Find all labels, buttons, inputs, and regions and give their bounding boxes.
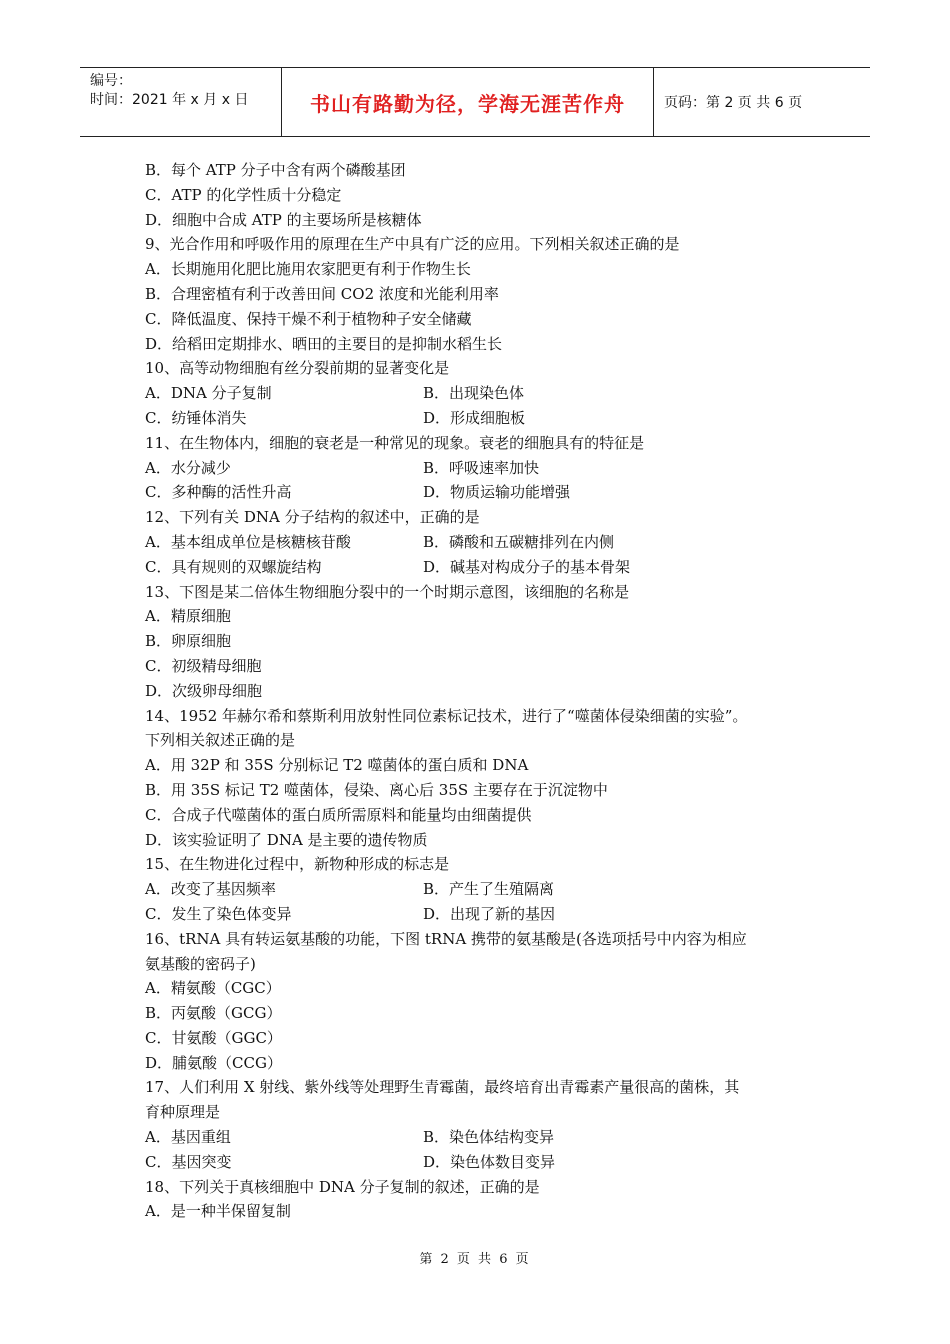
- option-c: C．纺锤体消失: [145, 408, 247, 427]
- option-b: B．磷酸和五碳糖排列在内侧: [423, 532, 615, 551]
- option-a: A．基因重组: [145, 1128, 231, 1147]
- option-row: [145, 1125, 825, 1150]
- option-c: C．发生了染色体变异: [145, 904, 292, 923]
- number-label: 编号：: [90, 73, 132, 89]
- option-c: C．具有规则的双螺旋结构: [145, 557, 322, 576]
- option-row: [145, 456, 825, 481]
- text-line: 育种原理是: [145, 1103, 221, 1122]
- option-a: A．DNA 分子复制: [145, 384, 272, 403]
- option-b: B．产生了生殖隔离: [423, 880, 555, 899]
- question-18: 18、下列关于真核细胞中 DNA 分子复制的叙述，正确的是: [145, 1177, 540, 1196]
- question-body: [145, 158, 825, 1224]
- question-11: 11、在生物体内，细胞的衰老是一种常见的现象。衰老的细胞具有的特征是: [145, 433, 645, 452]
- option-line: A．精原细胞: [145, 607, 231, 626]
- option-line: D．脯氨酸（CCG）: [145, 1053, 282, 1072]
- text-line: C．ATP 的化学性质十分稳定: [145, 185, 342, 204]
- option-line: A．精氨酸（CGC）: [145, 979, 281, 998]
- option-b: B．染色体结构变异: [423, 1128, 555, 1147]
- option-d: D．形成细胞板: [423, 408, 526, 427]
- option-d: D．染色体数目变异: [423, 1152, 556, 1171]
- option-line: B．卵原细胞: [145, 632, 232, 651]
- option-line: B．丙氨酸（GCG）: [145, 1004, 282, 1023]
- header-right: [654, 68, 870, 136]
- option-row: [145, 555, 825, 580]
- question-17: 17、人们利用 X 射线、紫外线等处理野生青霉菌，最终培育出青霉素产量很高的菌株，其: [145, 1078, 740, 1097]
- option-line: C．初级精母细胞: [145, 656, 262, 675]
- option-line: A．长期施用化肥比施用农家肥更有利于作物生长: [145, 260, 471, 279]
- option-line: A．用 32P 和 35S 分别标记 T2 噬菌体的蛋白质和 DNA: [145, 756, 529, 775]
- option-row: [145, 877, 825, 902]
- header-left: [80, 68, 282, 136]
- option-line: D．给稻田定期排水、晒田的主要目的是抑制水稻生长: [145, 334, 503, 353]
- option-line: B．合理密植有利于改善田间 CO2 浓度和光能利用率: [145, 284, 499, 303]
- option-d: D．碱基对构成分子的基本骨架: [423, 557, 631, 576]
- option-line: C．降低温度、保持干燥不利于植物种子安全储藏: [145, 309, 472, 328]
- header-middle: [282, 68, 654, 136]
- option-line: D．该实验证明了 DNA 是主要的遗传物质: [145, 830, 428, 849]
- option-row: [145, 1150, 825, 1175]
- page-info: 页码：第 2 页 共 6 页: [664, 95, 803, 111]
- time-label: 时间：2021 年 x 月 x 日: [90, 92, 249, 108]
- question-14: 14、1952 年赫尔希和蔡斯利用放射性同位素标记技术，进行了“噬菌体侵染细菌的实验”。: [145, 706, 748, 725]
- option-b: B．出现染色体: [423, 384, 525, 403]
- question-13: 13、下图是某二倍体生物细胞分裂中的一个时期示意图，该细胞的名称是: [145, 582, 630, 601]
- option-d: D．出现了新的基因: [423, 904, 556, 923]
- option-row: [145, 381, 825, 406]
- option-d: D．物质运输功能增强: [423, 483, 571, 502]
- option-a: A．基本组成单位是核糖核苷酸: [145, 532, 351, 551]
- motto: 书山有路勤为径，学海无涯苦作舟: [310, 91, 625, 116]
- option-row: [145, 406, 825, 431]
- question-16: 16、tRNA 具有转运氨基酸的功能，下图 tRNA 携带的氨基酸是(各选项括号中内容为相应: [145, 929, 747, 948]
- option-c: C．多种酶的活性升高: [145, 483, 292, 502]
- text-line: B．每个 ATP 分子中含有两个磷酸基团: [145, 161, 406, 179]
- option-line: D．次级卵母细胞: [145, 681, 263, 700]
- option-a: A．水分减少: [145, 458, 231, 477]
- option-a: A．改变了基因频率: [145, 880, 276, 899]
- question-9: 9、光合作用和呼吸作用的原理在生产中具有广泛的应用。下列相关叙述正确的是: [145, 235, 680, 254]
- option-line: C．合成子代噬菌体的蛋白质所需原料和能量均由细菌提供: [145, 805, 532, 824]
- option-line: A．是一种半保留复制: [145, 1202, 291, 1221]
- option-row: [145, 902, 825, 927]
- page-header: [80, 67, 870, 137]
- page-footer: 第 2 页 共 6 页: [419, 1252, 531, 1267]
- text-line: 下列相关叙述正确的是: [145, 731, 296, 750]
- question-10: 10、高等动物细胞有丝分裂前期的显著变化是: [145, 359, 450, 378]
- question-12: 12、下列有关 DNA 分子结构的叙述中，正确的是: [145, 508, 480, 527]
- option-b: B．呼吸速率加快: [423, 458, 540, 477]
- option-line: B．用 35S 标记 T2 噬菌体，侵染、离心后 35S 主要存在于沉淀物中: [145, 780, 608, 799]
- question-15: 15、在生物进化过程中，新物种形成的标志是: [145, 855, 450, 874]
- text-line: 氨基酸的密码子): [145, 954, 256, 973]
- option-c: C．基因突变: [145, 1152, 232, 1171]
- option-row: [145, 480, 825, 505]
- option-line: C．甘氨酸（GGC）: [145, 1028, 282, 1047]
- option-row: [145, 530, 825, 555]
- text-line: D．细胞中合成 ATP 的主要场所是核糖体: [145, 210, 422, 229]
